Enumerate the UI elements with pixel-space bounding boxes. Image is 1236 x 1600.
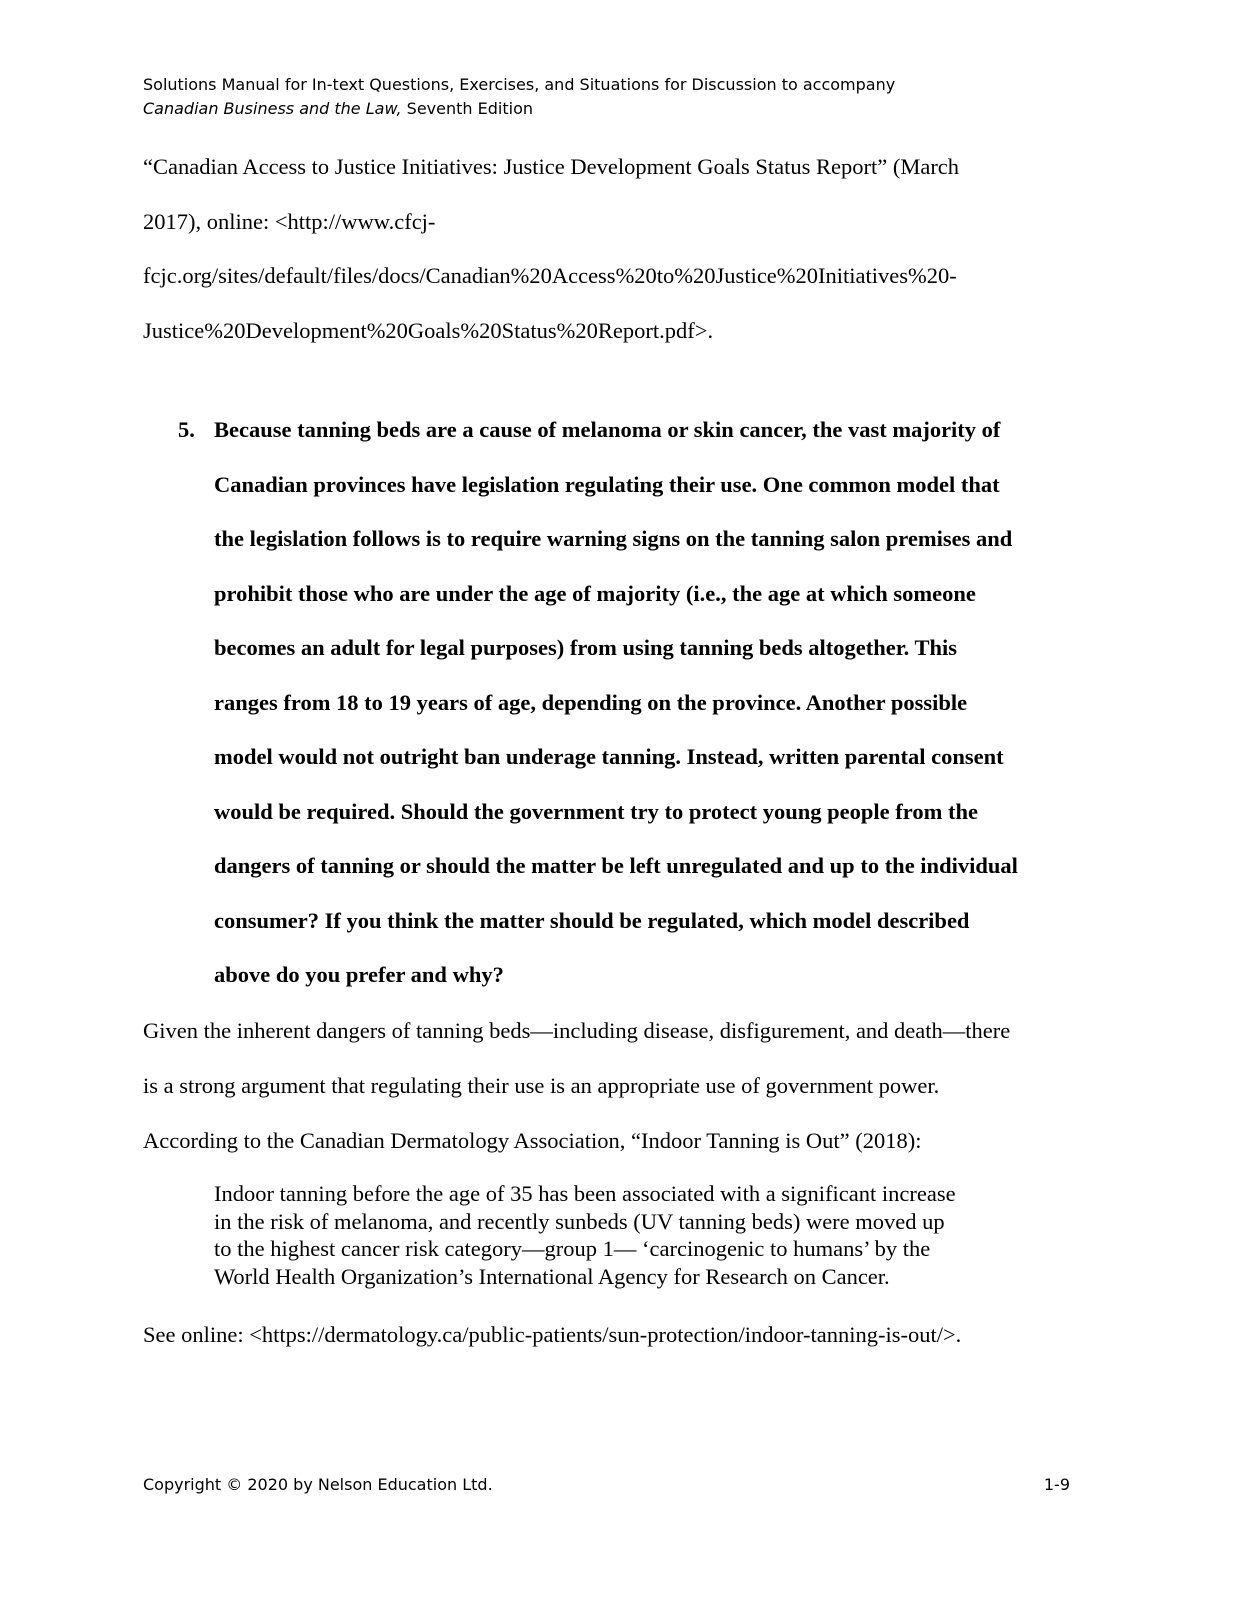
header-line-1: Solutions Manual for In-text Questions, Exercises, and Situations for Discussion to accompany (143, 75, 896, 94)
footer-copyright: Copyright © 2020 by Nelson Education Ltd. (143, 1475, 493, 1494)
header-book-title: Canadian Business and the Law, (143, 99, 402, 118)
quote-line: in the risk of melanoma, and recently sunbeds (UV tanning beds) were moved up (214, 1208, 945, 1234)
question-line: consumer? If you think the matter should be regulated, which model described (214, 907, 970, 933)
question-number: 5. (178, 417, 195, 442)
question-line: ranges from 18 to 19 years of age, depending on the province. Another possible (214, 689, 968, 715)
question-line: Canadian provinces have legislation regulating their use. One common model that (214, 471, 1000, 497)
answer-paragraph (143, 1003, 1093, 1168)
question-line: would be required. Should the government try to protect young people from the (214, 798, 978, 824)
reference-line: Justice%20Development%20Goals%20Status%20Report.pdf>. (143, 317, 714, 343)
header-edition: Seventh Edition (401, 99, 533, 118)
header-line-2 (143, 97, 1103, 121)
reference-citation (143, 140, 1083, 358)
block-quote (214, 1180, 998, 1290)
see-online-link: See online: <https://dermatology.ca/public-patients/sun-protection/indoor-tanning-is-out/>. (143, 1322, 962, 1347)
quote-line: World Health Organization’s International Agency for Research on Cancer. (214, 1263, 890, 1289)
question-line: above do you prefer and why? (214, 962, 504, 987)
question-line: model would not outright ban underage tanning. Instead, written parental consent (214, 744, 1004, 769)
question-line: becomes an adult for legal purposes) from using tanning beds altogether. This (214, 635, 958, 660)
question-line: prohibit those who are under the age of majority (i.e., the age at which someone (214, 580, 976, 606)
quote-line: to the highest cancer risk category—group 1— ‘carcinogenic to humans’ by the (214, 1236, 931, 1261)
reference-line: 2017), online: <http://www.cfcj- (143, 208, 436, 234)
answer-line: Given the inherent dangers of tanning beds—including disease, disfigurement, and death—there (143, 1018, 1011, 1043)
question-line: Because tanning beds are a cause of melanoma or skin cancer, the vast majority of (214, 417, 1001, 442)
question-line: the legislation follows is to require warning signs on the tanning salon premises and (214, 526, 1013, 551)
reference-line: “Canadian Access to Justice Initiatives: Justice Development Goals Status Report” (March (143, 154, 960, 179)
discussion-question (178, 403, 1078, 1003)
reference-line: fcjc.org/sites/default/files/docs/Canadian%20Access%20to%20Justice%20Initiatives%20- (143, 263, 957, 288)
answer-line: According to the Canadian Dermatology Association, “Indoor Tanning is Out” (2018): (143, 1128, 922, 1153)
question-text (214, 403, 1078, 1003)
page-footer (143, 1473, 1070, 1497)
page-number: 1-9 (1043, 1475, 1070, 1494)
page-header (143, 73, 1103, 121)
question-line: dangers of tanning or should the matter be left unregulated and up to the individual (214, 853, 1018, 878)
quote-line: Indoor tanning before the age of 35 has been associated with a significant increase (214, 1181, 956, 1206)
answer-line: is a strong argument that regulating their use is an appropriate use of government power. (143, 1073, 940, 1098)
